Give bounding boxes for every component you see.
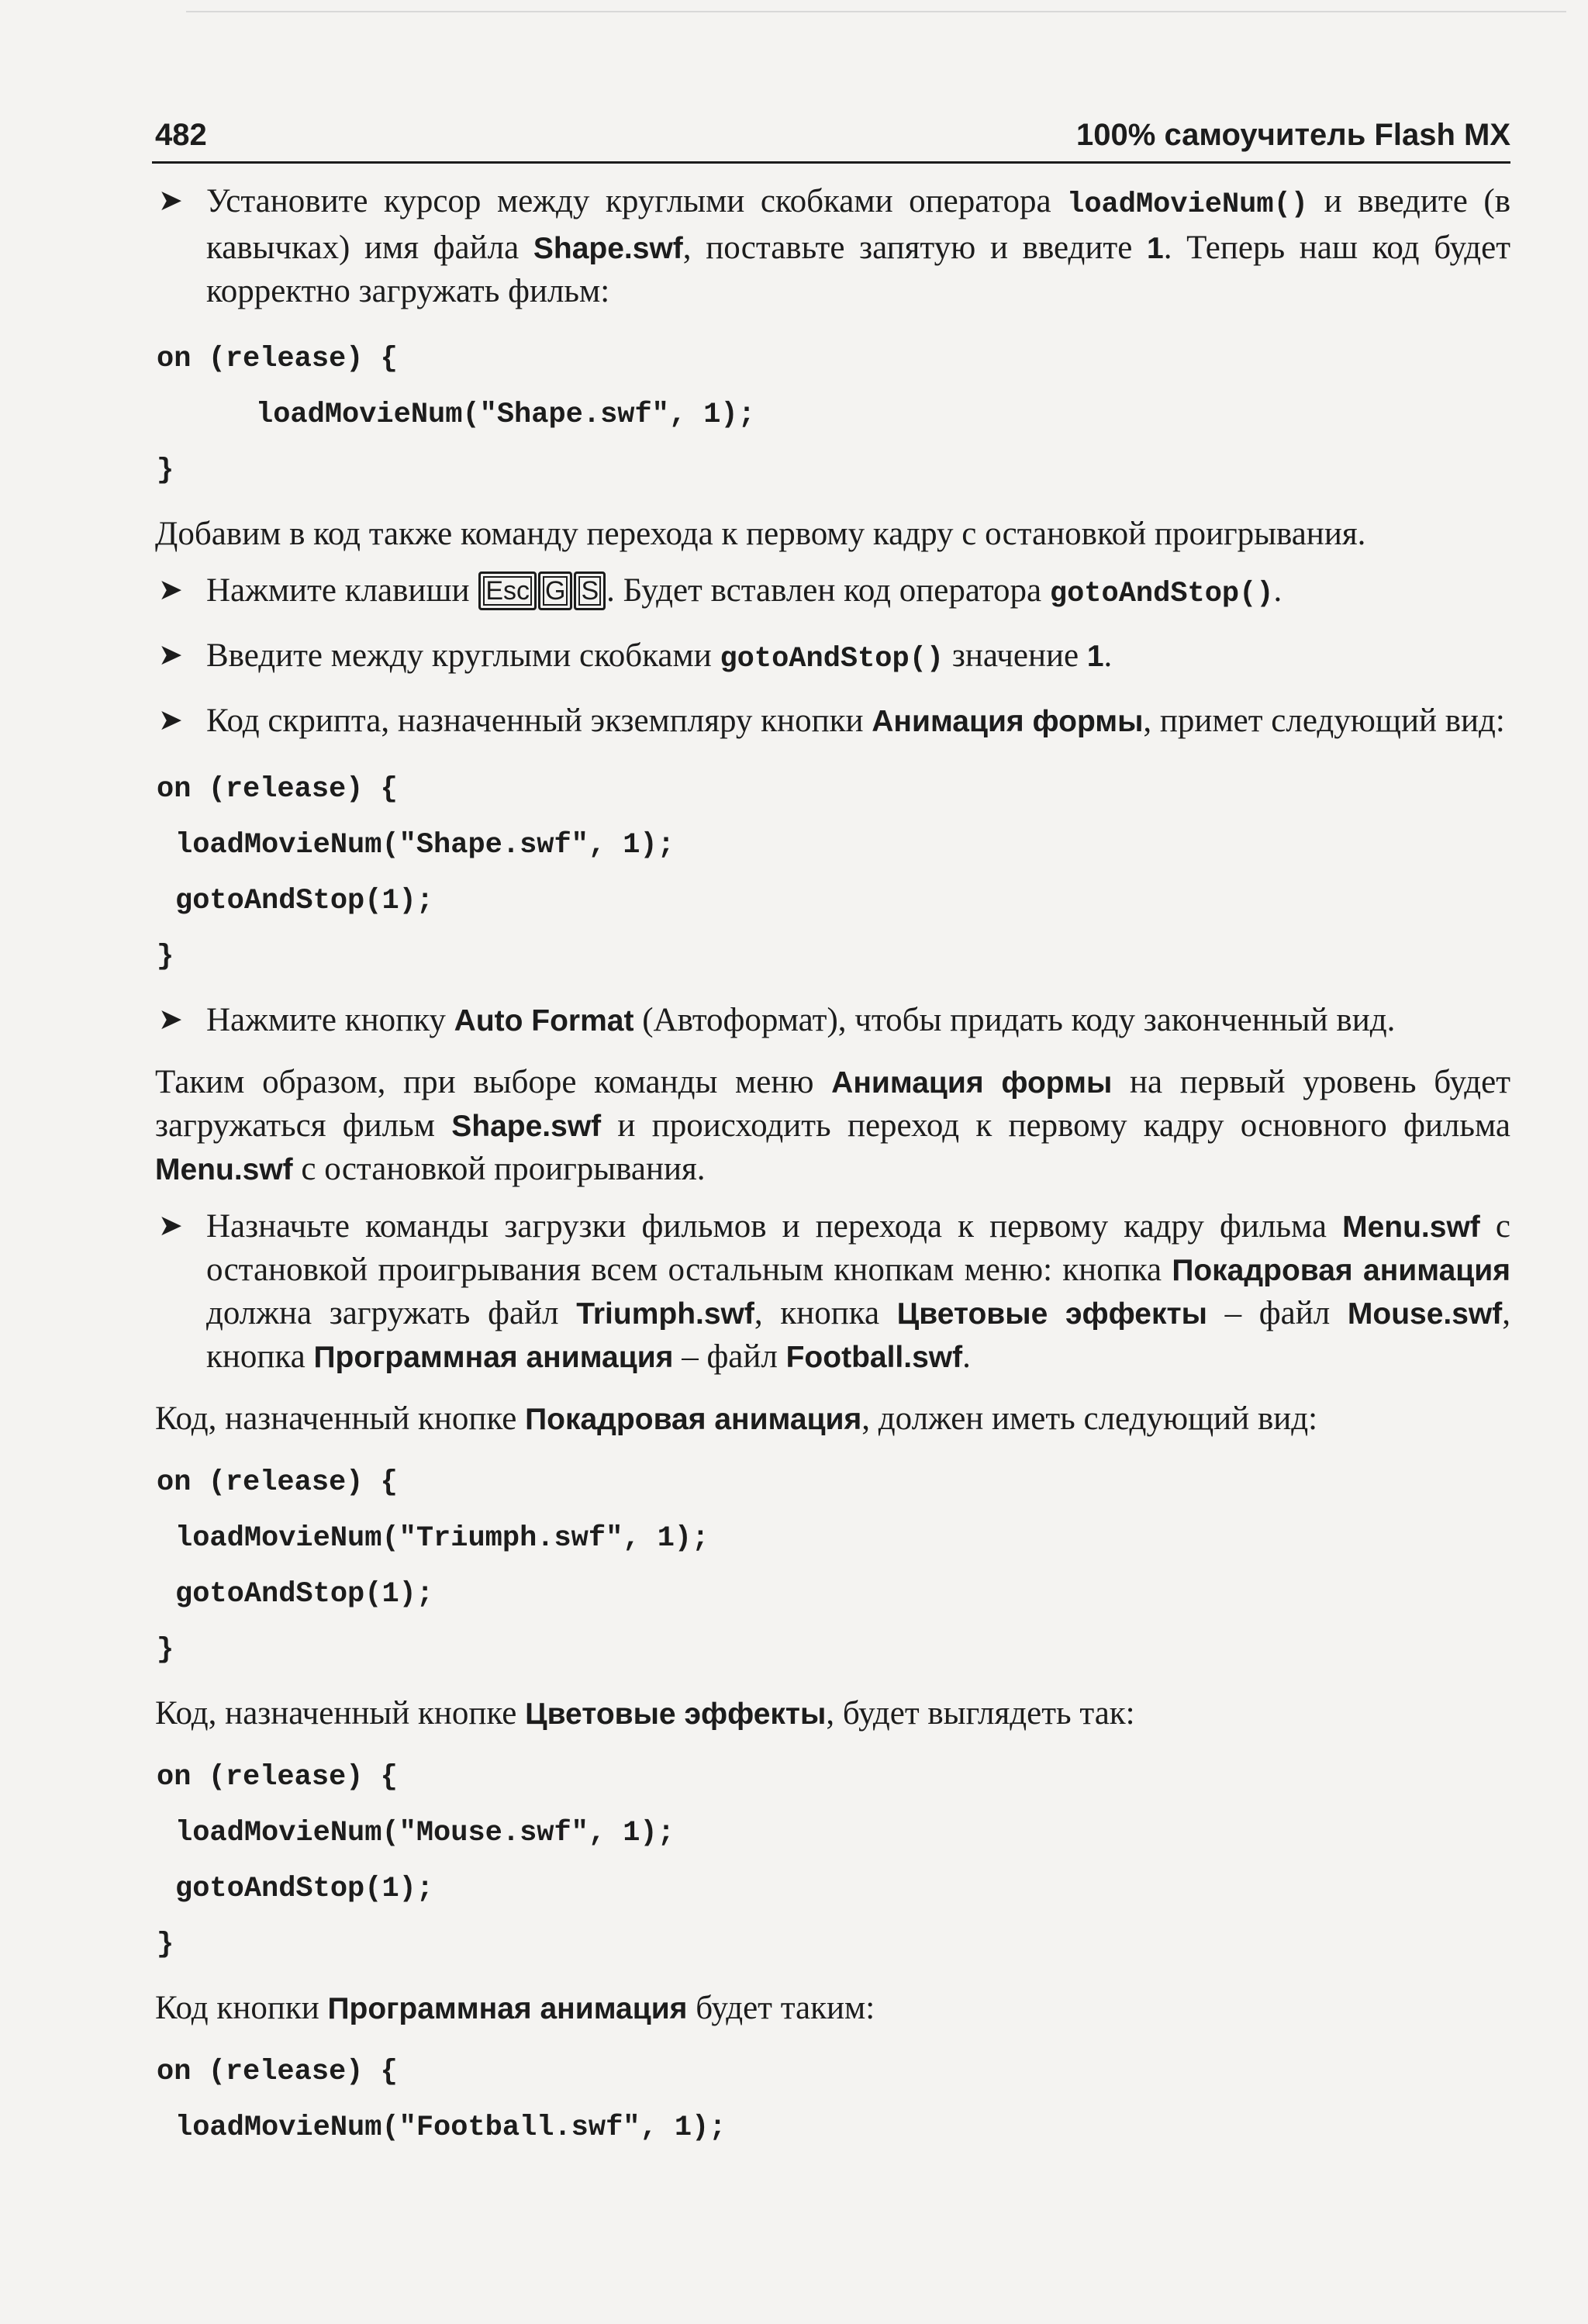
code-line: } <box>157 1929 174 1961</box>
paragraph <box>155 1987 1510 2030</box>
code-block <box>157 2044 1510 2156</box>
bullet-arrow-icon: ➤ <box>158 1003 183 1036</box>
text-run: , кнопка <box>754 1295 897 1331</box>
code-line: loadMovieNum("Shape.swf", 1); <box>256 399 755 431</box>
bold-term: Triumph.swf <box>576 1297 754 1331</box>
bold-term: 1 <box>1086 640 1104 673</box>
bold-term: Цветовые эффекты <box>896 1297 1207 1331</box>
code-line: } <box>157 454 174 487</box>
text-run: . Будет вставлен код оператора <box>606 572 1050 609</box>
bullet-item <box>155 699 1510 743</box>
page-body <box>155 180 1510 2170</box>
bold-term: Анимация формы <box>831 1066 1113 1100</box>
text-run: значение <box>944 637 1087 674</box>
text-run: Код, назначенный кнопке <box>155 1695 526 1732</box>
code-line: gotoAndStop(1); <box>175 1578 434 1611</box>
text-run: Установите курсор между круглыми скобками оператора <box>206 183 1068 219</box>
code-line: } <box>157 1634 174 1666</box>
bold-term: 1 <box>1147 232 1164 265</box>
bullet-arrow-icon: ➤ <box>158 574 183 606</box>
bold-term: Football.swf <box>785 1341 963 1374</box>
code-block <box>157 761 1510 985</box>
paragraph <box>155 513 1510 555</box>
scan-edge-line <box>186 11 1566 12</box>
bold-term: Анимация формы <box>872 705 1144 738</box>
bullet-arrow-icon: ➤ <box>158 704 183 737</box>
text-run: Код кнопки <box>155 1990 328 2026</box>
text-run: на первый уровень будет загружаться фильм <box>155 1064 1510 1144</box>
bold-term: Mouse.swf <box>1347 1297 1503 1331</box>
code-block <box>157 1455 1510 1678</box>
bullet-item <box>155 569 1510 616</box>
code-line: on (release) { <box>157 773 398 806</box>
bullet-arrow-icon: ➤ <box>158 1210 183 1242</box>
code-line: gotoAndStop(1); <box>175 1873 434 1905</box>
bold-term: Auto Format <box>454 1004 634 1038</box>
bold-term: Menu.swf <box>1342 1210 1480 1244</box>
text-run: Добавим в код также команду перехода к первому кадру с остановкой проигрывания. <box>155 516 1366 552</box>
text-run: , будет выглядеть так: <box>826 1695 1135 1732</box>
code-line: gotoAndStop(1); <box>175 885 434 917</box>
bullet-item <box>155 180 1510 313</box>
text-run: – файл <box>1207 1295 1348 1331</box>
bullet-arrow-icon: ➤ <box>158 639 183 672</box>
code-line: loadMovieNum("Mouse.swf", 1); <box>175 1817 675 1849</box>
bold-term: Покадровая анимация <box>1172 1254 1510 1287</box>
inline-code: loadMovieNum() <box>1067 188 1308 221</box>
text-run: Код, назначенный кнопке <box>155 1400 526 1437</box>
code-line: loadMovieNum("Shape.swf", 1); <box>175 829 675 862</box>
bold-term: Shape.swf <box>533 232 683 265</box>
paragraph <box>155 1061 1510 1191</box>
code-line: on (release) { <box>157 1466 398 1499</box>
text-run: и введите (в кавычках) имя файла <box>206 183 1511 266</box>
text-run: с остановкой проигрывания. <box>292 1151 706 1187</box>
bold-term: Покадровая анимация <box>525 1403 862 1436</box>
text-run: будет таким: <box>687 1990 875 2026</box>
text-run: . <box>962 1338 971 1375</box>
bold-term: Menu.swf <box>155 1153 293 1186</box>
bullet-arrow-icon: ➤ <box>158 185 183 217</box>
text-run: и происходить переход к первому кадру основного фильма <box>601 1107 1510 1144</box>
text-run: , должен иметь следующий вид: <box>861 1400 1318 1437</box>
text-run: , кнопка <box>206 1295 1511 1375</box>
bullet-item <box>155 634 1510 681</box>
inline-code: gotoAndStop() <box>720 643 944 675</box>
code-block <box>157 331 1510 499</box>
keyboard-key: G <box>538 572 572 610</box>
code-line: on (release) { <box>157 1761 398 1794</box>
text-run: Код скрипта, назначенный экземпляру кнопки <box>206 703 872 739</box>
code-line: loadMovieNum("Triumph.swf", 1); <box>175 1522 709 1555</box>
inline-code: gotoAndStop() <box>1049 578 1274 610</box>
text-run: должна загружать файл <box>206 1295 577 1331</box>
text-run: Нажмите кнопку <box>206 1002 454 1038</box>
keyboard-key: S <box>574 572 606 610</box>
code-block <box>157 1749 1510 1973</box>
text-run: – файл <box>673 1338 786 1375</box>
book-title: 100% самоучитель Flash MX <box>1076 118 1510 152</box>
bold-term: Программная анимация <box>327 1992 688 2025</box>
text-run: Таким образом, при выборе команды меню <box>155 1064 832 1100</box>
text-run: . <box>1273 572 1282 609</box>
text-run: , поставьте запятую и введите <box>682 230 1147 266</box>
code-line: loadMovieNum("Football.swf", 1); <box>175 2112 727 2144</box>
text-run: Нажмите клавиши <box>206 572 478 609</box>
text-run: (Автоформат), чтобы придать коду законченный вид. <box>633 1002 1396 1038</box>
text-run: , примет следующий вид: <box>1143 703 1505 739</box>
running-header <box>152 115 1510 164</box>
text-run: Введите между круглыми скобками <box>206 637 720 674</box>
bullet-item <box>155 999 1510 1042</box>
text-run: . Теперь наш код будет корректно загружать фильм: <box>206 230 1510 309</box>
paragraph <box>155 1692 1510 1735</box>
text-run: Назначьте команды загрузки фильмов и перехода к первому кадру фильма <box>206 1208 1343 1245</box>
code-line: on (release) { <box>157 2056 398 2088</box>
bullet-item <box>155 1205 1510 1379</box>
page-number: 482 <box>155 118 207 152</box>
code-line: } <box>157 941 174 973</box>
bold-term: Shape.swf <box>451 1110 602 1143</box>
text-run: . <box>1103 637 1113 674</box>
bold-term: Цветовые эффекты <box>525 1697 827 1731</box>
paragraph <box>155 1397 1510 1441</box>
code-line: on (release) { <box>157 343 398 375</box>
bold-term: Программная анимация <box>313 1341 674 1374</box>
keyboard-key: Esc <box>478 572 537 610</box>
text-run: с остановкой проигрывания всем остальным кнопкам меню: кнопка <box>206 1208 1510 1288</box>
